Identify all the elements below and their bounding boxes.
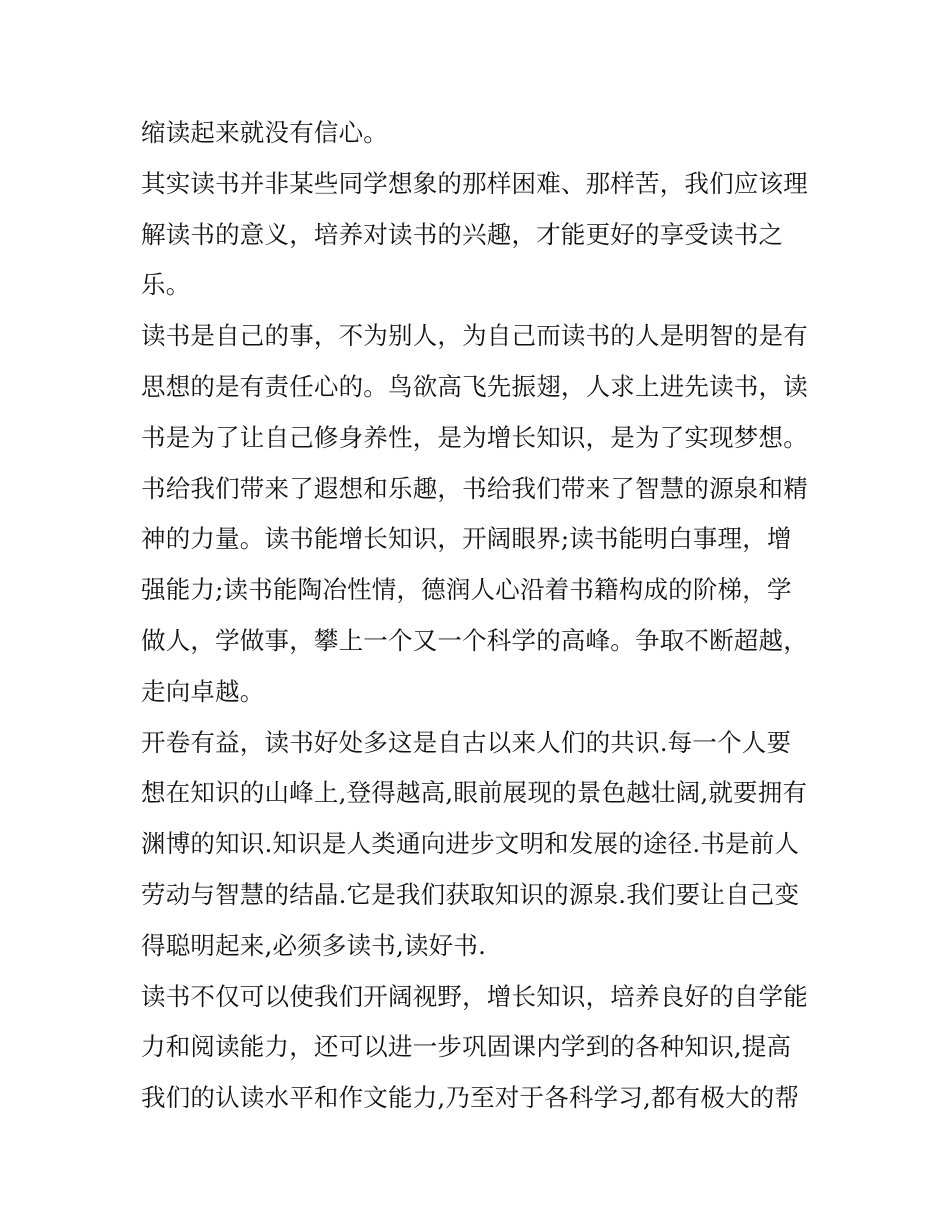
text-line: 缩读起来就没有信心。 xyxy=(141,118,388,147)
text-line: 劳动与智慧的结晶.它是我们获取知识的源泉.我们要让自己变 xyxy=(141,879,800,909)
document-body xyxy=(141,108,821,1124)
text-line: 渊博的知识.知识是人类通向进步文明和发展的途径.书是前人 xyxy=(141,829,800,859)
text-line: 乐。 xyxy=(141,270,191,300)
text-line: 解读书的意义，培养对读书的兴趣，才能更好的享受读书之 xyxy=(141,219,784,249)
text-line: 走向卓越。 xyxy=(141,676,265,706)
text-line: 读书不仅可以使我们开阔视野，增长知识，培养良好的自学能 xyxy=(141,981,808,1011)
text-line: 其实读书并非某些同学想象的那样困难、那样苦，我们应该理 xyxy=(141,168,808,198)
text-line: 读书是自己的事，不为别人，为自己而读书的人是明智的是有 xyxy=(141,321,808,351)
text-line: 想在知识的山峰上,登得越高,眼前展现的景色越壮阔,就要拥有 xyxy=(141,778,808,808)
text-line: 强能力;读书能陶冶性情，德润人心沿着书籍构成的阶梯，学 xyxy=(141,575,792,605)
text-line: 开卷有益，读书好处多这是自古以来人们的共识.每一个人要 xyxy=(141,727,792,757)
text-line: 做人，学做事，攀上一个又一个科学的高峰。争取不断超越， xyxy=(141,625,808,655)
text-line: 得聪明起来,必须多读书,读好书. xyxy=(141,930,487,960)
text-line: 思想的是有责任心的。鸟欲高飞先振翅，人求上进先读书，读 xyxy=(141,371,808,401)
text-line: 神的力量。读书能增长知识，开阔眼界;读书能明白事理，增 xyxy=(141,524,792,554)
text-line: 书是为了让自己修身养性，是为增长知识，是为了实现梦想。 xyxy=(141,422,808,452)
text-line: 力和阅读能力，还可以进一步巩固课内学到的各种知识,提高 xyxy=(141,1032,792,1062)
text-line: 我们的认读水平和作文能力,乃至对于各科学习,都有极大的帮 xyxy=(141,1083,800,1113)
text-line: 书给我们带来了遐想和乐趣，书给我们带来了智慧的源泉和精 xyxy=(141,473,808,503)
